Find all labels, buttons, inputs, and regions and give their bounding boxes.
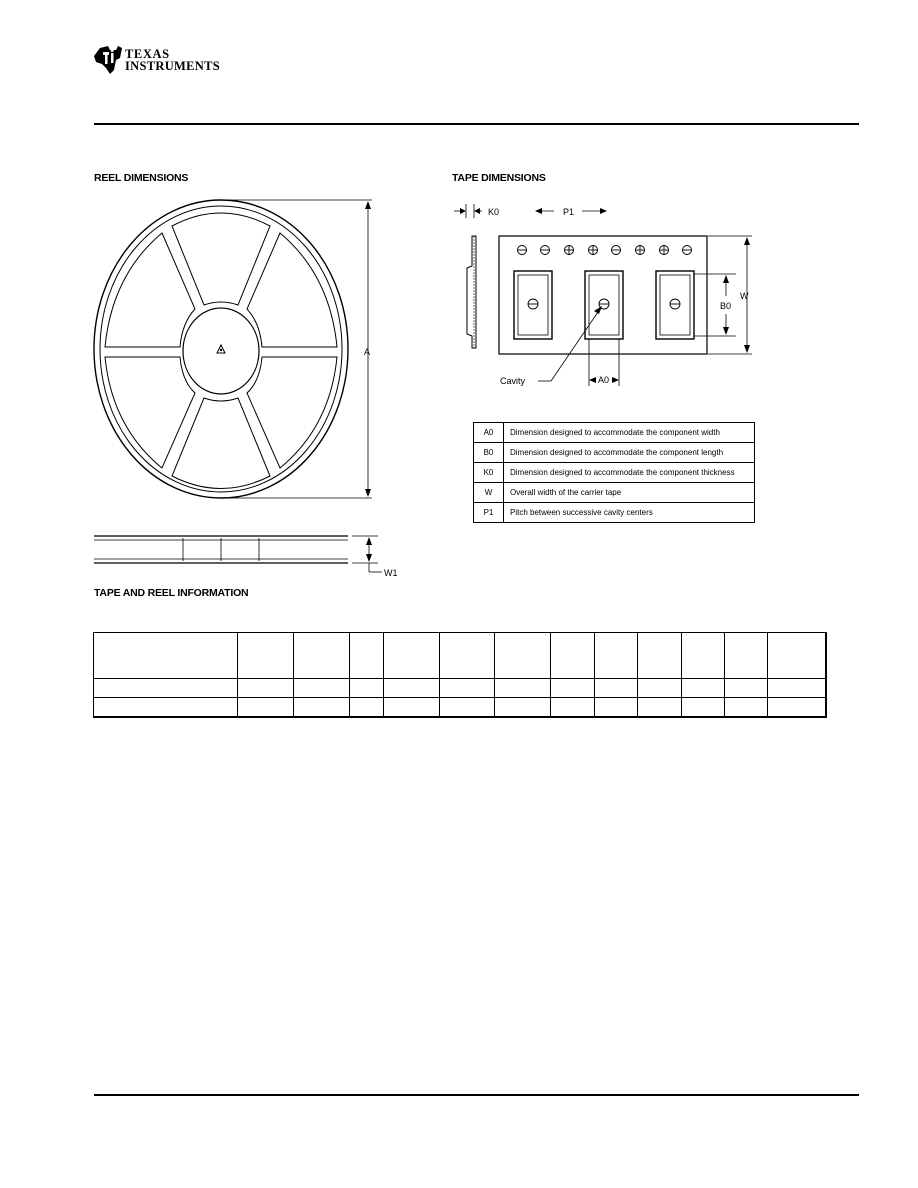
tape-diagram xyxy=(450,198,770,398)
table-cell xyxy=(238,698,294,717)
logo-line2: INSTRUMENTS xyxy=(125,59,220,73)
carrier-tape xyxy=(499,236,707,354)
table-cell xyxy=(551,633,595,679)
logo-line1: TEXAS xyxy=(125,47,170,61)
table-cell xyxy=(94,698,238,717)
tape-label-a0: A0 xyxy=(598,375,610,385)
tape-dimensions-title: TAPE DIMENSIONS xyxy=(452,172,546,184)
legend-desc: Dimension designed to accommodate the component length xyxy=(504,443,755,463)
table-cell xyxy=(294,633,350,679)
legend-desc: Overall width of the carrier tape xyxy=(504,483,755,503)
legend-row xyxy=(474,503,755,523)
legend-desc: Dimension designed to accommodate the component thickness xyxy=(504,463,755,483)
table-cell xyxy=(238,633,294,679)
table-cell xyxy=(551,679,595,698)
table-cell xyxy=(725,698,768,717)
tape-reel-info-table xyxy=(93,632,827,718)
legend-key: A0 xyxy=(474,423,504,443)
tape-reel-info-title: TAPE AND REEL INFORMATION xyxy=(94,587,249,599)
table-cell xyxy=(384,633,440,679)
legend-key: P1 xyxy=(474,503,504,523)
table-cell xyxy=(768,679,827,698)
table-cell xyxy=(495,679,551,698)
legend-key: W xyxy=(474,483,504,503)
reel-dimensions-title: REEL DIMENSIONS xyxy=(94,172,189,184)
table-cell xyxy=(94,633,238,679)
table-cell xyxy=(495,633,551,679)
table-cell xyxy=(682,679,725,698)
legend-desc: Pitch between successive cavity centers xyxy=(504,503,755,523)
tape-label-b0: B0 xyxy=(720,301,732,311)
legend-row xyxy=(474,443,755,463)
table-cell xyxy=(638,698,682,717)
legend-desc: Dimension designed to accommodate the component width xyxy=(504,423,755,443)
table-cell xyxy=(350,698,384,717)
table-cell xyxy=(294,679,350,698)
legend-key: B0 xyxy=(474,443,504,463)
table-cell xyxy=(440,679,495,698)
table-row xyxy=(94,698,827,717)
table-cell xyxy=(94,679,238,698)
table-cell xyxy=(768,633,827,679)
table-cell xyxy=(768,698,827,717)
table-row xyxy=(94,679,827,698)
top-rule xyxy=(94,123,859,125)
dimension-legend-table xyxy=(473,422,755,523)
reel-label-w1: W1 xyxy=(384,568,398,578)
reel-label-a: A xyxy=(364,347,371,357)
reel-diagram xyxy=(90,195,410,590)
table-cell xyxy=(350,679,384,698)
table-cell xyxy=(384,679,440,698)
table-cell xyxy=(350,633,384,679)
table-cell xyxy=(595,679,638,698)
ti-logo xyxy=(92,42,227,78)
tape-label-w: W xyxy=(740,291,749,301)
legend-row xyxy=(474,463,755,483)
table-cell xyxy=(440,633,495,679)
legend-row xyxy=(474,483,755,503)
ti-logo-icon xyxy=(92,42,126,76)
bottom-rule xyxy=(94,1094,859,1096)
legend-key: K0 xyxy=(474,463,504,483)
table-cell xyxy=(384,698,440,717)
table-cell xyxy=(495,698,551,717)
table-cell xyxy=(595,698,638,717)
table-cell xyxy=(725,679,768,698)
table-cell xyxy=(551,698,595,717)
table-cell xyxy=(294,698,350,717)
table-cell xyxy=(638,679,682,698)
table-cell xyxy=(595,633,638,679)
table-cell xyxy=(440,698,495,717)
tape-label-cavity: Cavity xyxy=(500,376,526,386)
legend-row xyxy=(474,423,755,443)
table-cell xyxy=(682,633,725,679)
table-cell xyxy=(638,633,682,679)
table-cell xyxy=(682,698,725,717)
table-cell xyxy=(238,679,294,698)
table-header-row xyxy=(94,633,827,679)
table-cell xyxy=(725,633,768,679)
tape-label-p1: P1 xyxy=(563,207,575,217)
tape-label-k0: K0 xyxy=(488,207,500,217)
